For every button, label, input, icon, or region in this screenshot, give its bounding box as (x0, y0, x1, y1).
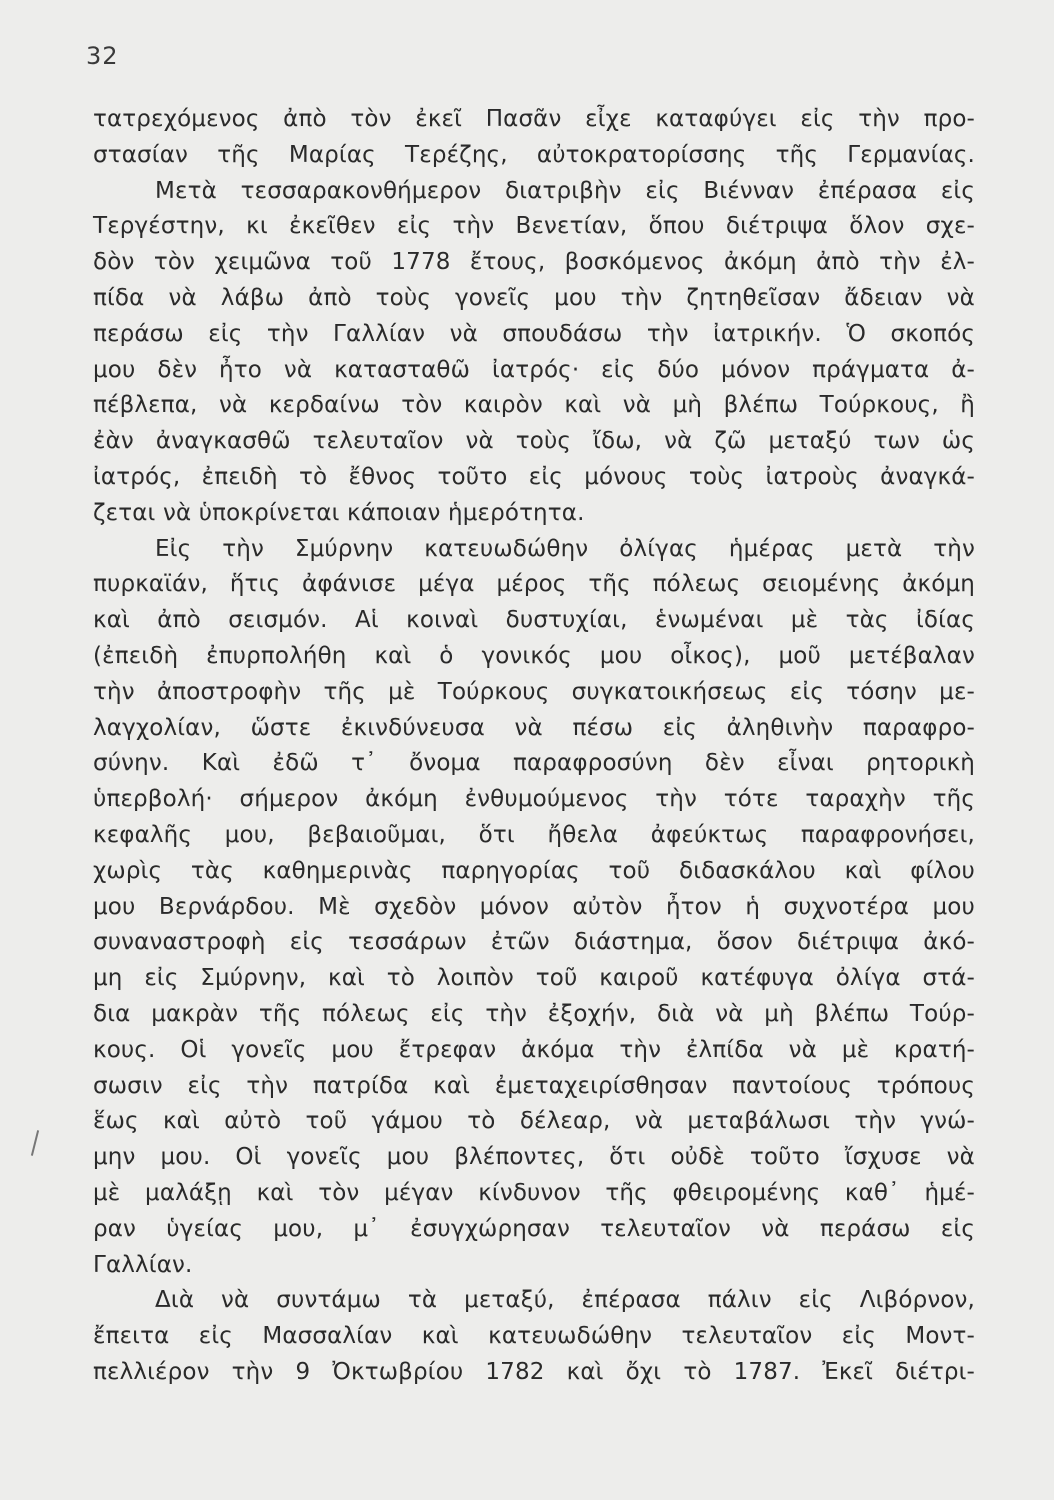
paragraph-start-line: Μετὰ τεσσαρακονθήμερον διατριβὴν εἰς Βιένναν ἐπέρασα εἰς (155, 177, 975, 204)
text-line: πέβλεπα, νὰ κερδαίνω τὸν καιρὸν καὶ νὰ μὴ βλέπω Τούρκους, ἢ (93, 392, 975, 419)
text-line: τατρεχόμενος ἀπὸ τὸν ἐκεῖ Πασᾶν εἶχε καταφύγει εἰς τὴν προ- (93, 106, 975, 132)
paragraph-end-line: ζεται νὰ ὑποκρίνεται κάποιαν ἡμερότητα. (93, 499, 585, 526)
text-line: μου δὲν ἦτο νὰ κατασταθῶ ἰατρός· εἰς δύο μόνον πράγματα ἀ- (93, 356, 975, 383)
text-line: δὸν τὸν χειμῶνα τοῦ 1778 ἔτους, βοσκόμενος ἀκόμη ἀπὸ τὴν ἐλ- (93, 249, 975, 276)
text-line: τὴν ἀποστροφὴν τῆς μὲ Τούρκους συγκατοικήσεως εἰς τόσην με- (93, 678, 975, 705)
page-number: 32 (86, 42, 119, 70)
text-line: ἰατρός, ἐπειδὴ τὸ ἔθνος τοῦτο εἰς μόνους τοὺς ἰατροὺς ἀναγκά- (93, 463, 975, 490)
text-line: ραν ὑγείας μου, μ᾿ ἐσυγχώρησαν τελευταῖον νὰ περάσω εἰς (93, 1215, 975, 1242)
text-line: μου Βερνάρδου. Μὲ σχεδὸν μόνον αὐτὸν ἦτον ἡ συχνοτέρα μου (93, 893, 975, 920)
text-line: συναναστροφὴ εἰς τεσσάρων ἐτῶν διάστημα, ὅσον διέτριψα ἀκό- (93, 929, 975, 956)
text-line: ὑπερβολή· σήμερον ἀκόμη ἐνθυμούμενος τὴν τότε ταραχὴν τῆς (93, 786, 975, 813)
text-line: μη εἰς Σμύρνην, καὶ τὸ λοιπὸν τοῦ καιροῦ κατέφυγα ὀλίγα στά- (93, 965, 975, 992)
text-line: πελλιέρον τὴν 9 Ὀκτωβρίου 1782 καὶ ὄχι τὸ 1787. Ἐκεῖ διέτρι- (93, 1358, 975, 1385)
body-text (93, 102, 975, 1391)
paragraph-start-line: Διὰ νὰ συντάμω τὰ μεταξύ, ἐπέρασα πάλιν εἰς Λιβόρνον, (155, 1287, 975, 1314)
text-line: λαγχολίαν, ὥστε ἐκινδύνευσα νὰ πέσω εἰς ἀληθινὴν παραφρο- (93, 714, 975, 741)
text-line: κους. Οἱ γονεῖς μου ἔτρεφαν ἀκόμα τὴν ἐλπίδα νὰ μὲ κρατή- (93, 1036, 975, 1063)
text-line: (ἐπειδὴ ἐπυρπολήθη καὶ ὁ γονικός μου οἶκος), μοῦ μετέβαλαν (93, 642, 975, 669)
text-line: δια μακρὰν τῆς πόλεως εἰς τὴν ἐξοχήν, διὰ νὰ μὴ βλέπω Τούρ- (93, 1000, 975, 1027)
text-line: ἕως καὶ αὐτὸ τοῦ γάμου τὸ δέλεαρ, νὰ μεταβάλωσι τὴν γνώ- (93, 1108, 975, 1135)
paragraph-start-line: Εἰς τὴν Σμύρνην κατευωδώθην ὀλίγας ἡμέρας μετὰ τὴν (155, 535, 975, 562)
margin-pencil-mark (31, 1130, 39, 1156)
text-line: στασίαν τῆς Μαρίας Τερέζης, αὐτοκρατορίσσης τῆς Γερμανίας. (93, 141, 975, 168)
text-line: πίδα νὰ λάβω ἀπὸ τοὺς γονεῖς μου τὴν ζητηθεῖσαν ἄδειαν νὰ (93, 284, 975, 311)
text-line: μὲ μαλάξῃ καὶ τὸν μέγαν κίνδυνον τῆς φθειρομένης καθ᾿ ἡμέ- (93, 1179, 975, 1206)
text-line: Τεργέστην, κι ἐκεῖθεν εἰς τὴν Βενετίαν, ὅπου διέτριψα ὅλον σχε- (93, 213, 975, 240)
text-line: περάσω εἰς τὴν Γαλλίαν νὰ σπουδάσω τὴν ἰατρικήν. Ὁ σκοπός (93, 320, 975, 347)
text-line: καὶ ἀπὸ σεισμόν. Αἱ κοιναὶ δυστυχίαι, ἑνωμέναι μὲ τὰς ἰδίας (93, 607, 975, 634)
text-line: χωρὶς τὰς καθημερινὰς παρηγορίας τοῦ διδασκάλου καὶ φίλου (93, 857, 975, 884)
text-line: μην μου. Οἱ γονεῖς μου βλέποντες, ὅτι οὐδὲ τοῦτο ἴσχυσε νὰ (93, 1144, 975, 1171)
text-line: κεφαλῆς μου, βεβαιοῦμαι, ὅτι ἤθελα ἀφεύκτως παραφρονήσει, (93, 821, 975, 848)
text-line: σωσιν εἰς τὴν πατρίδα καὶ ἐμεταχειρίσθησαν παντοίους τρόπους (93, 1072, 975, 1099)
text-line: πυρκαϊάν, ἥτις ἀφάνισε μέγα μέρος τῆς πόλεως σειομένης ἀκόμη (93, 571, 975, 598)
text-line: ἔπειτα εἰς Μασσαλίαν καὶ κατευωδώθην τελευταῖον εἰς Μοντ- (93, 1323, 975, 1350)
text-line: ἐὰν ἀναγκασθῶ τελευταῖον νὰ τοὺς ἴδω, νὰ ζῶ μεταξύ των ὡς (93, 428, 975, 455)
paragraph-end-line: Γαλλίαν. (93, 1251, 193, 1278)
text-line: σύνην. Καὶ ἐδῶ τ᾿ ὄνομα παραφροσύνη δὲν εἶναι ρητορικὴ (93, 750, 975, 777)
